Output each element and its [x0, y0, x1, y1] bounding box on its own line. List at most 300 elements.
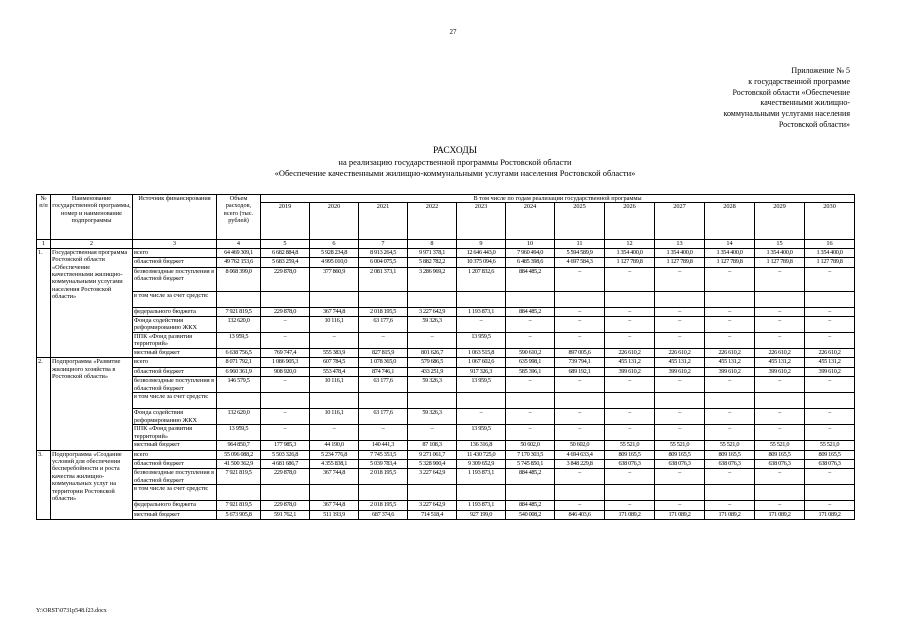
year-amount: 5 594 589,9 [555, 248, 605, 257]
year-amount: 6 004 075,5 [359, 258, 408, 267]
total-amount: 132 620,0 [217, 409, 261, 425]
year-amount: 9 271 061,7 [408, 450, 457, 459]
table-row [37, 377, 855, 393]
year-amount: – [310, 332, 359, 348]
funding-source: безвозмездные поступления в областной бюджет [133, 377, 217, 393]
year-amount: – [605, 501, 655, 510]
year-amount: – [359, 425, 408, 441]
year-amount: – [605, 307, 655, 316]
year-amount: – [506, 316, 555, 332]
year-amount: 55 521,0 [705, 441, 755, 450]
year-amount: – [457, 409, 506, 425]
year-amount: 63 177,6 [359, 377, 408, 393]
year-amount: 1 078 365,0 [359, 358, 408, 367]
header-year: 2023 [457, 203, 506, 240]
year-amount: – [555, 316, 605, 332]
year-amount: 897 005,6 [555, 348, 605, 357]
table-row [37, 307, 855, 316]
year-amount: 226 610,2 [605, 348, 655, 357]
year-amount: 10 375 094,6 [457, 258, 506, 267]
header-years-group: В том числе по годам реализации государственной программы [261, 195, 855, 203]
year-amount: – [555, 332, 605, 348]
year-amount: 3 286 969,2 [408, 267, 457, 291]
header-year: 2028 [705, 203, 755, 240]
year-amount [805, 393, 855, 409]
title-heading: РАСХОДЫ [432, 146, 478, 156]
header-year: 2022 [408, 203, 457, 240]
year-amount: – [605, 316, 655, 332]
year-amount: 638 076,3 [755, 459, 805, 468]
year-amount: – [755, 307, 805, 316]
funding-source: местный бюджет [133, 348, 217, 357]
year-amount: 226 610,2 [705, 348, 755, 357]
year-amount: 1 354 400,0 [755, 248, 805, 257]
section-number: 3. [37, 450, 51, 520]
year-amount: 399 610,2 [755, 367, 805, 376]
year-amount: 50 602,0 [506, 441, 555, 450]
file-path-footer: Y:\ORST\0731p548.f23.docx [36, 608, 107, 614]
year-amount: 846 403,6 [555, 510, 605, 519]
column-index: 14 [705, 240, 755, 248]
year-amount: 1 354 400,0 [805, 248, 855, 257]
year-amount: 908 920,0 [261, 367, 310, 376]
funding-source: всего [133, 358, 217, 367]
column-index: 15 [755, 240, 805, 248]
year-amount: – [705, 267, 755, 291]
year-amount: – [755, 501, 805, 510]
title-line: «Обеспечение качественными жилищно-коммунальными услугами населения Ростовской области» [274, 168, 636, 178]
total-amount: 55 096 088,2 [217, 450, 261, 459]
funding-source: областной бюджет [133, 258, 217, 267]
year-amount: 229 878,0 [261, 501, 310, 510]
year-amount: – [605, 409, 655, 425]
funding-source: в том числе за счет средств: [133, 485, 217, 501]
total-amount: 6 638 756,5 [217, 348, 261, 357]
funding-source: федерального бюджета [133, 307, 217, 316]
funding-source: ППК «Фонд развития территорий» [133, 332, 217, 348]
year-amount: 399 610,2 [705, 367, 755, 376]
year-amount: – [261, 316, 310, 332]
year-amount: 917 326,3 [457, 367, 506, 376]
column-index: 2 [51, 240, 133, 248]
year-amount: 399 610,2 [805, 367, 855, 376]
year-amount: 50 602,0 [555, 441, 605, 450]
header-year: 2025 [555, 203, 605, 240]
funding-source: ППК «Фонд развития территорий» [133, 425, 217, 441]
year-amount: 229 878,0 [261, 469, 310, 485]
year-amount: 63 177,6 [359, 409, 408, 425]
year-amount: – [555, 501, 605, 510]
funding-source: всего [133, 450, 217, 459]
year-amount: 171 089,2 [705, 510, 755, 519]
year-amount: 171 089,2 [655, 510, 705, 519]
column-index: 10 [506, 240, 555, 248]
year-amount: – [705, 469, 755, 485]
year-amount [605, 485, 655, 501]
year-amount: – [705, 425, 755, 441]
year-amount: 229 878,0 [261, 267, 310, 291]
year-amount: 1 193 873,1 [457, 501, 506, 510]
table-row [37, 485, 855, 501]
year-amount [655, 291, 705, 307]
year-amount [555, 291, 605, 307]
table-row [37, 291, 855, 307]
total-amount: 8 068 399,0 [217, 267, 261, 291]
header-num: № п/п [37, 195, 51, 240]
year-amount: 687 374,6 [359, 510, 408, 519]
year-amount: – [555, 469, 605, 485]
year-amount: 4 681 686,7 [261, 459, 310, 468]
total-amount: 41 500 362,9 [217, 459, 261, 468]
year-amount: 4 694 633,4 [555, 450, 605, 459]
total-amount: 13 959,5 [217, 425, 261, 441]
header-year: 2029 [755, 203, 805, 240]
header-year: 2020 [310, 203, 359, 240]
year-amount: 801 626,7 [408, 348, 457, 357]
year-amount: 6 485 398,6 [506, 258, 555, 267]
year-amount: – [655, 469, 705, 485]
appendix-line: к государственной программе [748, 76, 850, 86]
year-amount: – [408, 332, 457, 348]
table-row [37, 267, 855, 291]
year-amount [605, 393, 655, 409]
year-amount: – [457, 316, 506, 332]
year-amount: 455 131,2 [605, 358, 655, 367]
year-amount: 171 089,2 [805, 510, 855, 519]
year-amount: 884 485,2 [506, 501, 555, 510]
year-amount [506, 291, 555, 307]
year-amount: 607 784,5 [310, 358, 359, 367]
year-amount [261, 393, 310, 409]
year-amount: 714 518,4 [408, 510, 457, 519]
year-amount: 638 076,3 [805, 459, 855, 468]
year-amount: 6 682 884,8 [261, 248, 310, 257]
year-amount: 367 744,8 [310, 307, 359, 316]
year-amount: 55 521,0 [655, 441, 705, 450]
year-amount [506, 393, 555, 409]
column-index: 9 [457, 240, 506, 248]
document-title [150, 146, 760, 179]
year-amount: – [261, 332, 310, 348]
year-amount: 1 354 400,0 [605, 248, 655, 257]
year-amount: 635 998,1 [506, 358, 555, 367]
funding-source: безвозмездные поступления в областной бюджет [133, 267, 217, 291]
year-amount: – [359, 332, 408, 348]
year-amount: 171 089,2 [755, 510, 805, 519]
year-amount: – [755, 425, 805, 441]
year-amount: 1 354 400,0 [655, 248, 705, 257]
year-amount: 5 745 850,1 [506, 459, 555, 468]
title-line: на реализацию государственной программы Ростовской области [338, 157, 572, 167]
year-amount: 399 610,2 [655, 367, 705, 376]
year-amount: 12 646 443,0 [457, 248, 506, 257]
year-amount: – [655, 316, 705, 332]
table-row [37, 248, 855, 257]
year-amount: 59 326,3 [408, 377, 457, 393]
year-amount: – [261, 425, 310, 441]
year-amount: 827 815,9 [359, 348, 408, 357]
year-amount: – [755, 409, 805, 425]
year-amount [506, 485, 555, 501]
year-amount: 4 995 010,0 [310, 258, 359, 267]
year-amount: – [261, 377, 310, 393]
header-name: Наименование государственной программы, номер и наименование подпрограммы [51, 195, 133, 240]
year-amount: 739 794,1 [555, 358, 605, 367]
year-amount: – [805, 425, 855, 441]
year-amount: 433 251,9 [408, 367, 457, 376]
program-name: Подпрограмма «Развитие жилищного хозяйства в Ростовской области» [51, 358, 133, 450]
year-amount: 10 116,1 [310, 409, 359, 425]
year-amount: – [805, 409, 855, 425]
funding-source: местный бюджет [133, 441, 217, 450]
year-amount: 226 610,2 [805, 348, 855, 357]
column-index: 8 [408, 240, 457, 248]
year-amount: – [705, 409, 755, 425]
year-amount: – [506, 332, 555, 348]
funding-source: федерального бюджета [133, 501, 217, 510]
year-amount: 1 207 832,6 [457, 267, 506, 291]
table-row [37, 469, 855, 485]
year-amount [359, 291, 408, 307]
table-row [37, 510, 855, 519]
year-amount: 689 192,1 [555, 367, 605, 376]
year-amount: – [605, 425, 655, 441]
year-amount [359, 485, 408, 501]
year-amount: – [261, 409, 310, 425]
header-year: 2019 [261, 203, 310, 240]
funding-source: безвозмездные поступления в областной бюджет [133, 469, 217, 485]
year-amount: – [755, 316, 805, 332]
total-amount: 7 921 819,5 [217, 307, 261, 316]
column-index: 16 [805, 240, 855, 248]
year-amount [655, 393, 705, 409]
header-source: Источник финансирования [133, 195, 217, 240]
year-amount: – [705, 307, 755, 316]
appendix-line: Ростовской области» [778, 119, 850, 129]
year-amount: 1 067 602,6 [457, 358, 506, 367]
total-amount: 7 921 819,5 [217, 469, 261, 485]
header-year: 2030 [805, 203, 855, 240]
year-amount: 3 227 642,9 [408, 501, 457, 510]
year-amount: 455 131,2 [755, 358, 805, 367]
year-amount: 13 959,5 [457, 332, 506, 348]
year-amount: 1 127 789,8 [755, 258, 805, 267]
table-row [37, 459, 855, 468]
year-amount: 5 928 234,8 [310, 248, 359, 257]
year-amount: – [555, 425, 605, 441]
header-year: 2027 [655, 203, 705, 240]
section-number: 2. [37, 358, 51, 450]
program-name: Подпрограмма «Создание условий для обеспечения бесперебойности и роста качества жилищно-коммунальных услуг на территории Ростовской области» [51, 450, 133, 520]
appendix-line: коммунальными услугами населения [723, 109, 850, 119]
total-amount: 7 921 819,5 [217, 501, 261, 510]
year-amount: – [605, 332, 655, 348]
year-amount: 638 076,3 [655, 459, 705, 468]
table-row [37, 348, 855, 357]
year-amount: 638 076,3 [605, 459, 655, 468]
year-amount [805, 291, 855, 307]
year-amount: – [805, 267, 855, 291]
year-amount: – [805, 307, 855, 316]
table-row [37, 441, 855, 450]
year-amount: 9 309 652,9 [457, 459, 506, 468]
column-index: 7 [359, 240, 408, 248]
year-amount [605, 291, 655, 307]
table-row [37, 358, 855, 367]
year-amount: – [655, 425, 705, 441]
year-amount: 55 521,0 [755, 441, 805, 450]
year-amount [755, 485, 805, 501]
column-index: 3 [133, 240, 217, 248]
year-amount: 809 165,5 [805, 450, 855, 459]
year-amount [408, 485, 457, 501]
table-row [37, 258, 855, 267]
year-amount: 10 116,1 [310, 377, 359, 393]
year-amount: 455 131,2 [705, 358, 755, 367]
year-amount [359, 393, 408, 409]
year-amount [310, 291, 359, 307]
year-amount: 590 610,2 [506, 348, 555, 357]
year-amount: 2 018 195,5 [359, 469, 408, 485]
funding-source: всего [133, 248, 217, 257]
year-amount: 1 354 400,0 [705, 248, 755, 257]
appendix-line: Ростовской области «Обеспечение [732, 87, 850, 97]
year-amount: 59 326,3 [408, 316, 457, 332]
year-amount: 5 039 783,4 [359, 459, 408, 468]
year-amount: 540 008,2 [506, 510, 555, 519]
year-amount: – [506, 425, 555, 441]
year-amount: 5 328 900,4 [408, 459, 457, 468]
column-index: 4 [217, 240, 261, 248]
year-amount: 809 165,5 [755, 450, 805, 459]
program-name: Государственная программа Ростовской области «Обеспечение качественными жилищно-коммунальными услугами населения Ростовской области» [51, 248, 133, 358]
year-amount [705, 393, 755, 409]
year-amount: 1 193 873,1 [457, 307, 506, 316]
year-amount: – [655, 377, 705, 393]
year-amount: 177 985,3 [261, 441, 310, 450]
year-amount: 769 747,4 [261, 348, 310, 357]
year-amount: – [805, 501, 855, 510]
year-amount: 1 086 905,3 [261, 358, 310, 367]
year-amount [261, 485, 310, 501]
year-amount: 927 199,0 [457, 510, 506, 519]
year-amount: – [655, 307, 705, 316]
year-amount: 2 018 195,5 [359, 307, 408, 316]
year-amount: 55 521,0 [805, 441, 855, 450]
column-index: 1 [37, 240, 51, 248]
year-amount [705, 291, 755, 307]
year-amount [457, 485, 506, 501]
total-amount: 49 762 153,6 [217, 258, 261, 267]
year-amount: 171 089,2 [605, 510, 655, 519]
year-amount: 229 878,0 [261, 307, 310, 316]
year-amount: – [506, 409, 555, 425]
year-amount [755, 291, 805, 307]
year-amount: – [655, 501, 705, 510]
year-amount: – [555, 267, 605, 291]
table-row [37, 332, 855, 348]
year-amount: 8 913 264,5 [359, 248, 408, 257]
table-row [37, 367, 855, 376]
year-amount [408, 291, 457, 307]
column-index: 11 [555, 240, 605, 248]
year-amount: 2 018 195,5 [359, 501, 408, 510]
year-amount: 555 383,9 [310, 348, 359, 357]
year-amount: 9 971 378,1 [408, 248, 457, 257]
year-amount: 884 485,2 [506, 469, 555, 485]
funding-source: местный бюджет [133, 510, 217, 519]
year-amount: 13 959,5 [457, 377, 506, 393]
year-amount: 553 478,4 [310, 367, 359, 376]
year-amount: – [310, 425, 359, 441]
year-amount: 2 081 373,1 [359, 267, 408, 291]
year-amount [555, 393, 605, 409]
year-amount: 11 430 725,0 [457, 450, 506, 459]
year-amount: 591 762,1 [261, 510, 310, 519]
total-amount: 64 469 309,1 [217, 248, 261, 257]
year-amount: – [755, 469, 805, 485]
year-amount: 63 177,6 [359, 316, 408, 332]
year-amount: 809 165,5 [705, 450, 755, 459]
total-amount: 964 850,7 [217, 441, 261, 450]
year-amount: – [655, 267, 705, 291]
total-amount: 132 620,0 [217, 316, 261, 332]
year-amount [805, 485, 855, 501]
year-amount: 7 960 494,0 [506, 248, 555, 257]
year-amount: 585 396,1 [506, 367, 555, 376]
header-volume: Объем расходов, всего (тыс. рублей) [217, 195, 261, 240]
table-row [37, 316, 855, 332]
year-amount: 399 610,2 [605, 367, 655, 376]
year-amount: 511 193,9 [310, 510, 359, 519]
funding-source: Фонда содействия реформированию ЖКХ [133, 316, 217, 332]
total-amount [217, 291, 261, 307]
appendix-line: Приложение № 5 [791, 66, 850, 75]
year-amount: 59 326,3 [408, 409, 457, 425]
header-year: 2024 [506, 203, 555, 240]
expenses-table [36, 194, 855, 520]
table-row [37, 425, 855, 441]
year-amount: 367 744,8 [310, 469, 359, 485]
total-amount [217, 393, 261, 409]
year-amount: – [408, 425, 457, 441]
year-amount: – [655, 332, 705, 348]
total-amount: 8 071 792,1 [217, 358, 261, 367]
year-amount: 5 503 326,8 [261, 450, 310, 459]
year-amount [261, 291, 310, 307]
year-amount: 884 485,2 [506, 307, 555, 316]
year-amount [655, 485, 705, 501]
year-amount: 455 131,2 [655, 358, 705, 367]
year-amount: 5 882 782,2 [408, 258, 457, 267]
year-amount [555, 485, 605, 501]
year-amount [705, 485, 755, 501]
year-amount: 226 610,2 [755, 348, 805, 357]
year-amount: 1 193 873,1 [457, 469, 506, 485]
year-amount: 7 745 353,5 [359, 450, 408, 459]
year-amount: 455 131,2 [805, 358, 855, 367]
year-amount: – [555, 409, 605, 425]
year-amount: – [805, 377, 855, 393]
year-amount: 4 697 584,3 [555, 258, 605, 267]
year-amount: 367 744,8 [310, 501, 359, 510]
year-amount: 140 441,3 [359, 441, 408, 450]
total-amount: 5 673 905,8 [217, 510, 261, 519]
year-amount: 136 316,8 [457, 441, 506, 450]
year-amount: 809 165,5 [605, 450, 655, 459]
section-number: 1. [37, 248, 51, 358]
year-amount: 5 683 259,4 [261, 258, 310, 267]
